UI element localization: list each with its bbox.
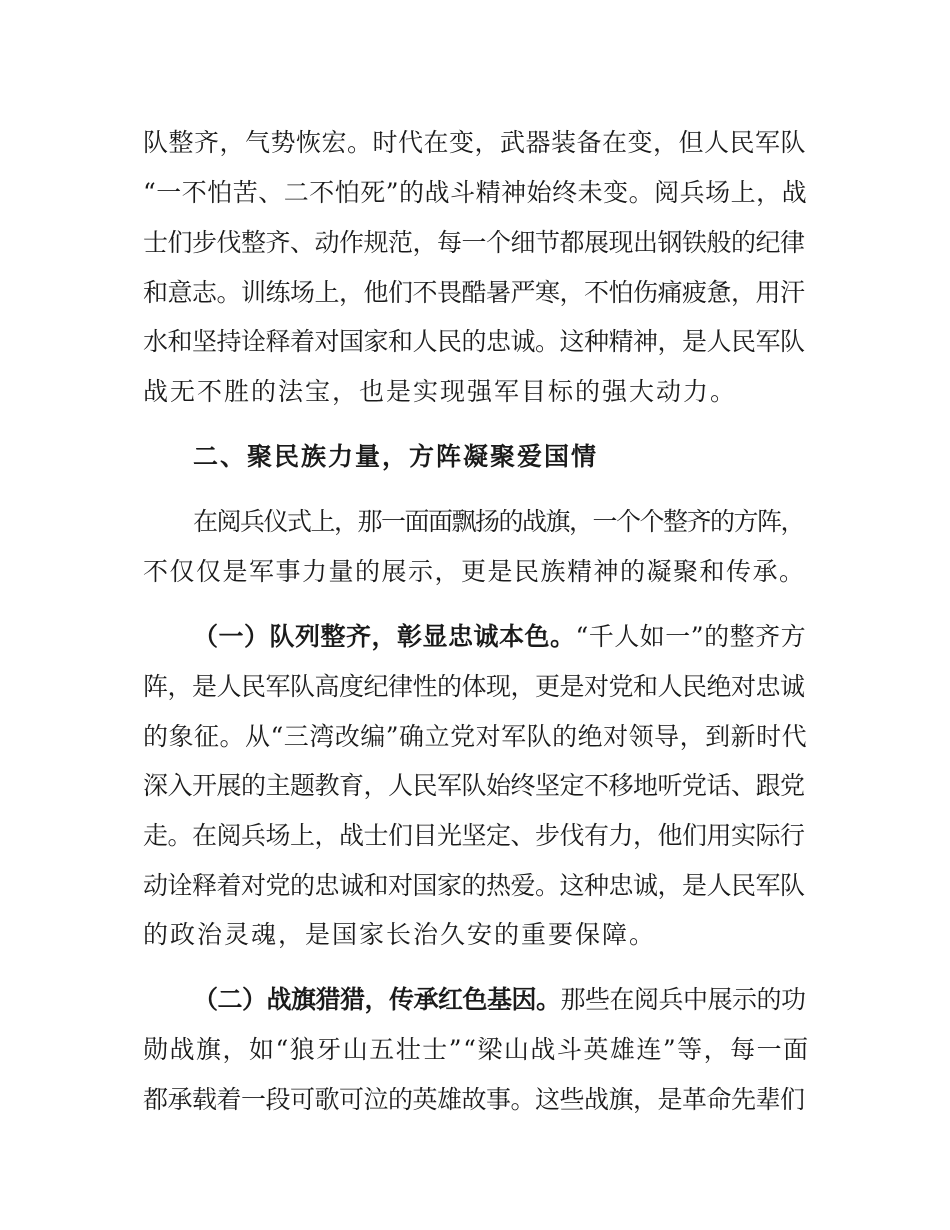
paragraph-3-line-1 — [193, 620, 806, 654]
paragraph-3-line-7: 的政治灵魂，是国家长治久安的重要保障。 — [143, 920, 657, 949]
paragraph-1-line-2: “一不怕苦、二不怕死”的战斗精神始终未变。阅兵场上，战 — [143, 178, 808, 207]
paragraph-4-line-1 — [193, 983, 806, 1017]
paragraph-4-bold-lead: （二）战旗猎猎，传承红色基因。 — [193, 985, 561, 1014]
paragraph-3-line-3: 的象征。从“三湾改编”确立党对军队的绝对领导，到新时代 — [143, 722, 808, 751]
paragraph-4-line-2: 勋战旗，如“狼牙山五壮士”“梁山战斗英雄连”等，每一面 — [143, 1035, 810, 1064]
section-heading-2: 二、聚民族力量，方阵凝聚爱国情 — [193, 442, 599, 471]
paragraph-3-bold-lead: （一）队列整齐，彰显忠诚本色。 — [193, 622, 576, 651]
paragraph-3-line-2: 阵，是人民军队高度纪律性的体现，更是对党和人民绝对忠诚 — [143, 672, 805, 701]
paragraph-4-line-3: 都承载着一段可歌可泣的英雄故事。这些战旗，是革命先辈们 — [143, 1085, 805, 1114]
paragraph-3-line-4: 深入开展的主题教育，人民军队始终坚定不移地听党话、跟党 — [143, 771, 805, 800]
paragraph-1-line-3: 士们步伐整齐、动作规范，每一个细节都展现出钢铁般的纪律 — [143, 228, 805, 257]
paragraph-1-line-6: 战无不胜的法宝，也是实现强军目标的强大动力。 — [143, 377, 738, 406]
paragraph-3-line-5: 走。在阅兵场上，战士们目光坚定、步伐有力，他们用实际行 — [143, 821, 805, 850]
paragraph-4-first-line-rest: 那些在阅兵中展示的功 — [560, 985, 806, 1014]
paragraph-2-line-2: 不仅仅是军事力量的展示，更是民族精神的凝聚和传承。 — [143, 557, 806, 586]
paragraph-3-first-line-rest: “千人如一”的整齐方 — [575, 622, 807, 651]
paragraph-1-line-5: 水和坚持诠释着对国家和人民的忠诚。这种精神，是人民军队 — [143, 327, 805, 356]
paragraph-1-line-1: 队整齐，气势恢宏。时代在变，武器装备在变，但人民军队 — [143, 128, 807, 157]
paragraph-1-line-4: 和意志。训练场上，他们不畏酷暑严寒，不怕伤痛疲惫，用汗 — [143, 278, 805, 307]
paragraph-2-line-1: 在阅兵仪式上，那一面面飘扬的战旗，一个个整齐的方阵， — [193, 507, 805, 536]
paragraph-3-line-6: 动诠释着对党的忠诚和对国家的热爱。这种忠诚，是人民军队 — [143, 871, 805, 900]
